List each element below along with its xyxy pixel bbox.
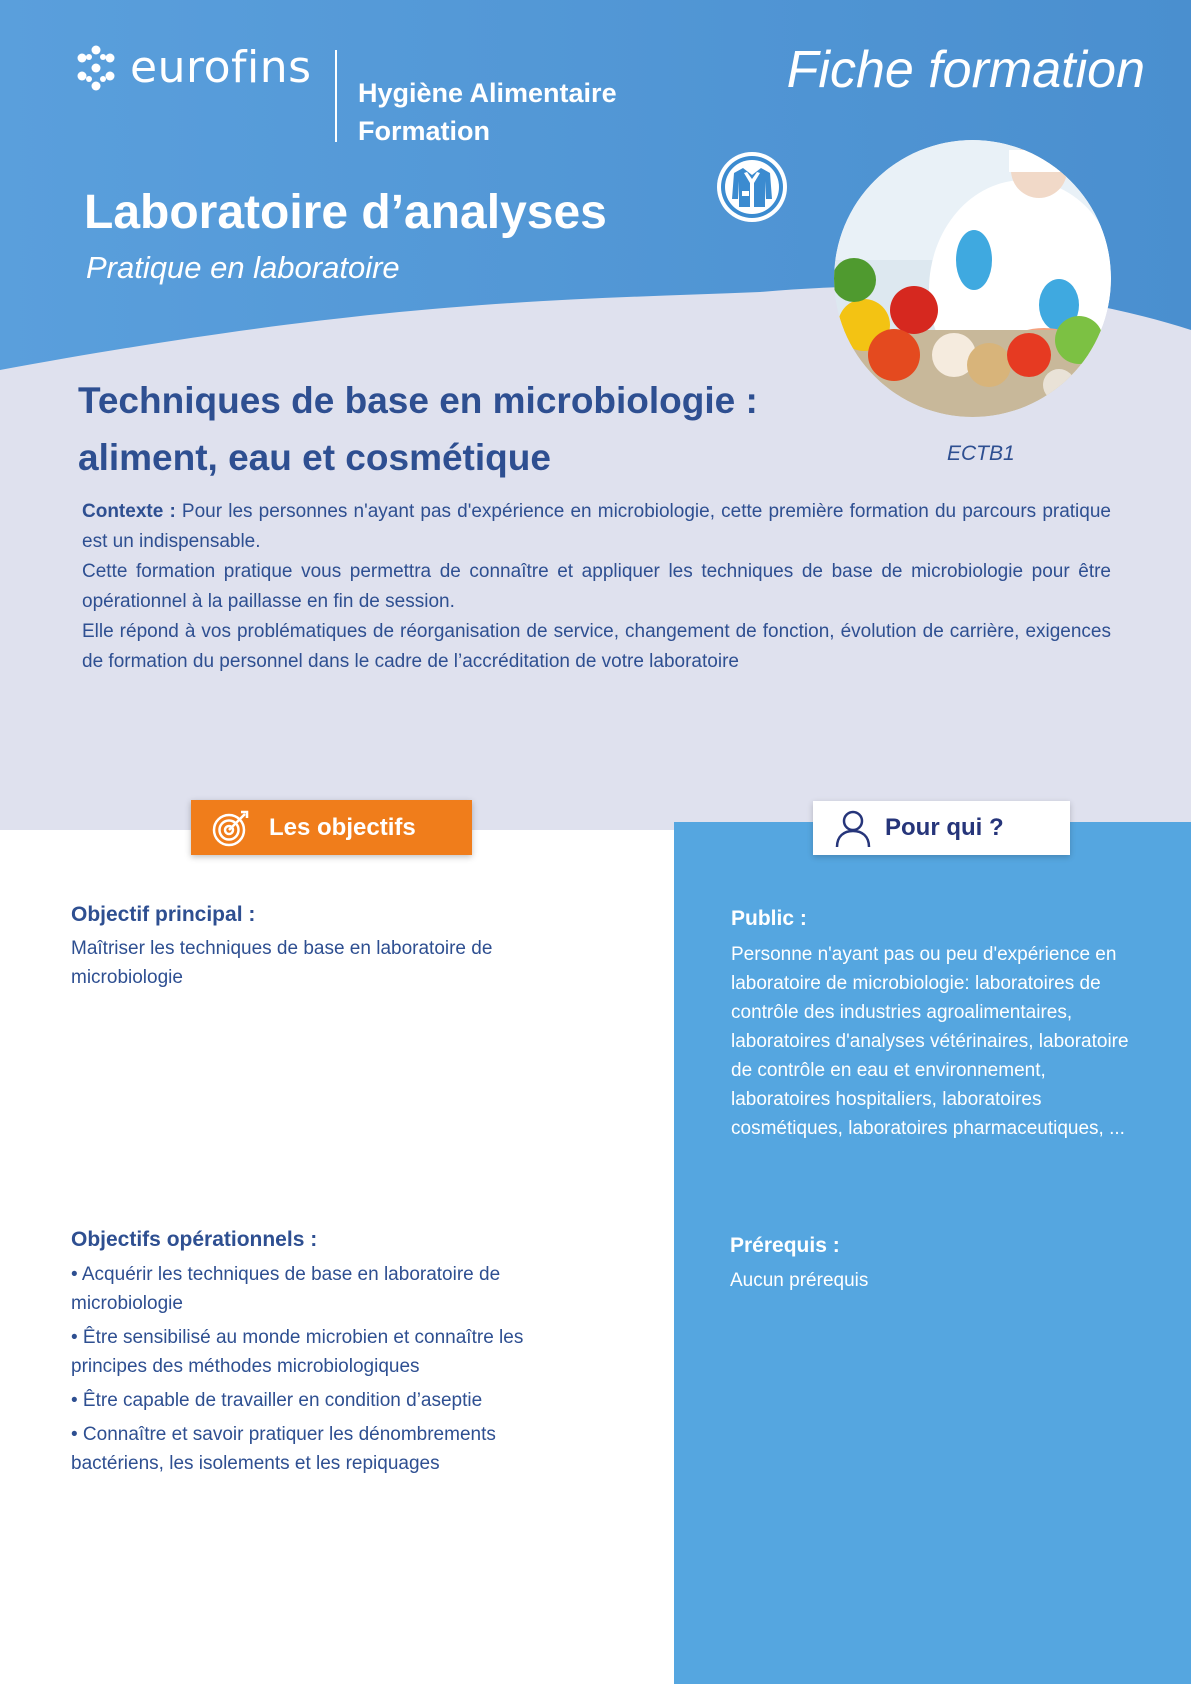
objectives-badge (191, 800, 472, 855)
main-objective-heading: Objectif principal : (71, 903, 256, 926)
context-paragraph-3: Elle répond à vos problématiques de réorganisation de service, changement de fonction, évolution de carrière, exigences de formation du personnel dans le cadre de l’accréditation de votre laboratoire (82, 621, 1111, 672)
target-icon (211, 808, 251, 848)
list-item: • Être sensibilisé au monde microbien et connaître les principes des méthodes microbiologiques (71, 1327, 524, 1377)
audience-badge-label: Pour qui ? (885, 814, 1004, 841)
operational-objectives-heading: Objectifs opérationnels : (71, 1228, 318, 1251)
context-label: Contexte : (82, 501, 176, 522)
course-code: ECTB1 (947, 442, 1015, 465)
list-item: • Acquérir les techniques de base en laboratoire de microbiologie (71, 1264, 501, 1314)
public-heading: Public : (731, 907, 807, 930)
prerequisites-heading: Prérequis : (730, 1234, 840, 1257)
course-title (78, 372, 838, 486)
lab-photo (834, 140, 1111, 417)
category-subtitle: Pratique en laboratoire (86, 250, 400, 285)
course-title-line-1: Techniques de base en microbiologie : (78, 380, 758, 421)
list-item: • Connaître et savoir pratiquer les dénombrements bactériens, les isolements et les repiquages (71, 1424, 496, 1474)
brand-line-2: Formation (358, 116, 490, 146)
context-paragraph-1: Pour les personnes n'ayant pas d'expérience en microbiologie, cette première formation du parcours pratique est un indispensable. (82, 501, 1111, 552)
brand-line-1: Hygiène Alimentaire (358, 78, 617, 108)
objectives-badge-label: Les objectifs (269, 813, 416, 841)
audience-badge (813, 801, 1070, 855)
course-title-line-2: aliment, eau et cosmétique (78, 437, 551, 478)
category-title: Laboratoire d’analyses (84, 186, 607, 239)
operational-objectives-list (71, 1260, 591, 1483)
lab-coat-icon (716, 151, 788, 223)
list-item: • Être capable de travailler en condition d’aseptie (71, 1390, 483, 1411)
main-objective-text: Maîtriser les techniques de base en laboratoire de microbiologie (71, 938, 493, 988)
eurofins-dots-logo-icon (72, 44, 120, 92)
logo-divider (335, 50, 337, 142)
person-icon (833, 808, 873, 848)
context-paragraph-2: Cette formation pratique vous permettra de connaître et appliquer les techniques de base de microbiologie pour être opérationnel à la paillasse en fin de session. (82, 561, 1111, 612)
document-type: Fiche formation (786, 41, 1145, 99)
eurofins-logo (72, 42, 312, 93)
context-block (82, 497, 1111, 677)
public-text: Personne n'ayant pas ou peu d'expérience en laboratoire de microbiologie: laboratoires de contrôle des industries agroalimentaires, laboratoires d'analyses vétérinaires, laboratoire de contrôle en eau et environnement, laboratoires hospitaliers, laboratoires cosmétiques, laboratoires pharmaceutiques, ... (731, 944, 1129, 1139)
logo-wordmark: eurofins (130, 42, 312, 93)
prerequisites-text: Aucun prérequis (730, 1270, 869, 1291)
